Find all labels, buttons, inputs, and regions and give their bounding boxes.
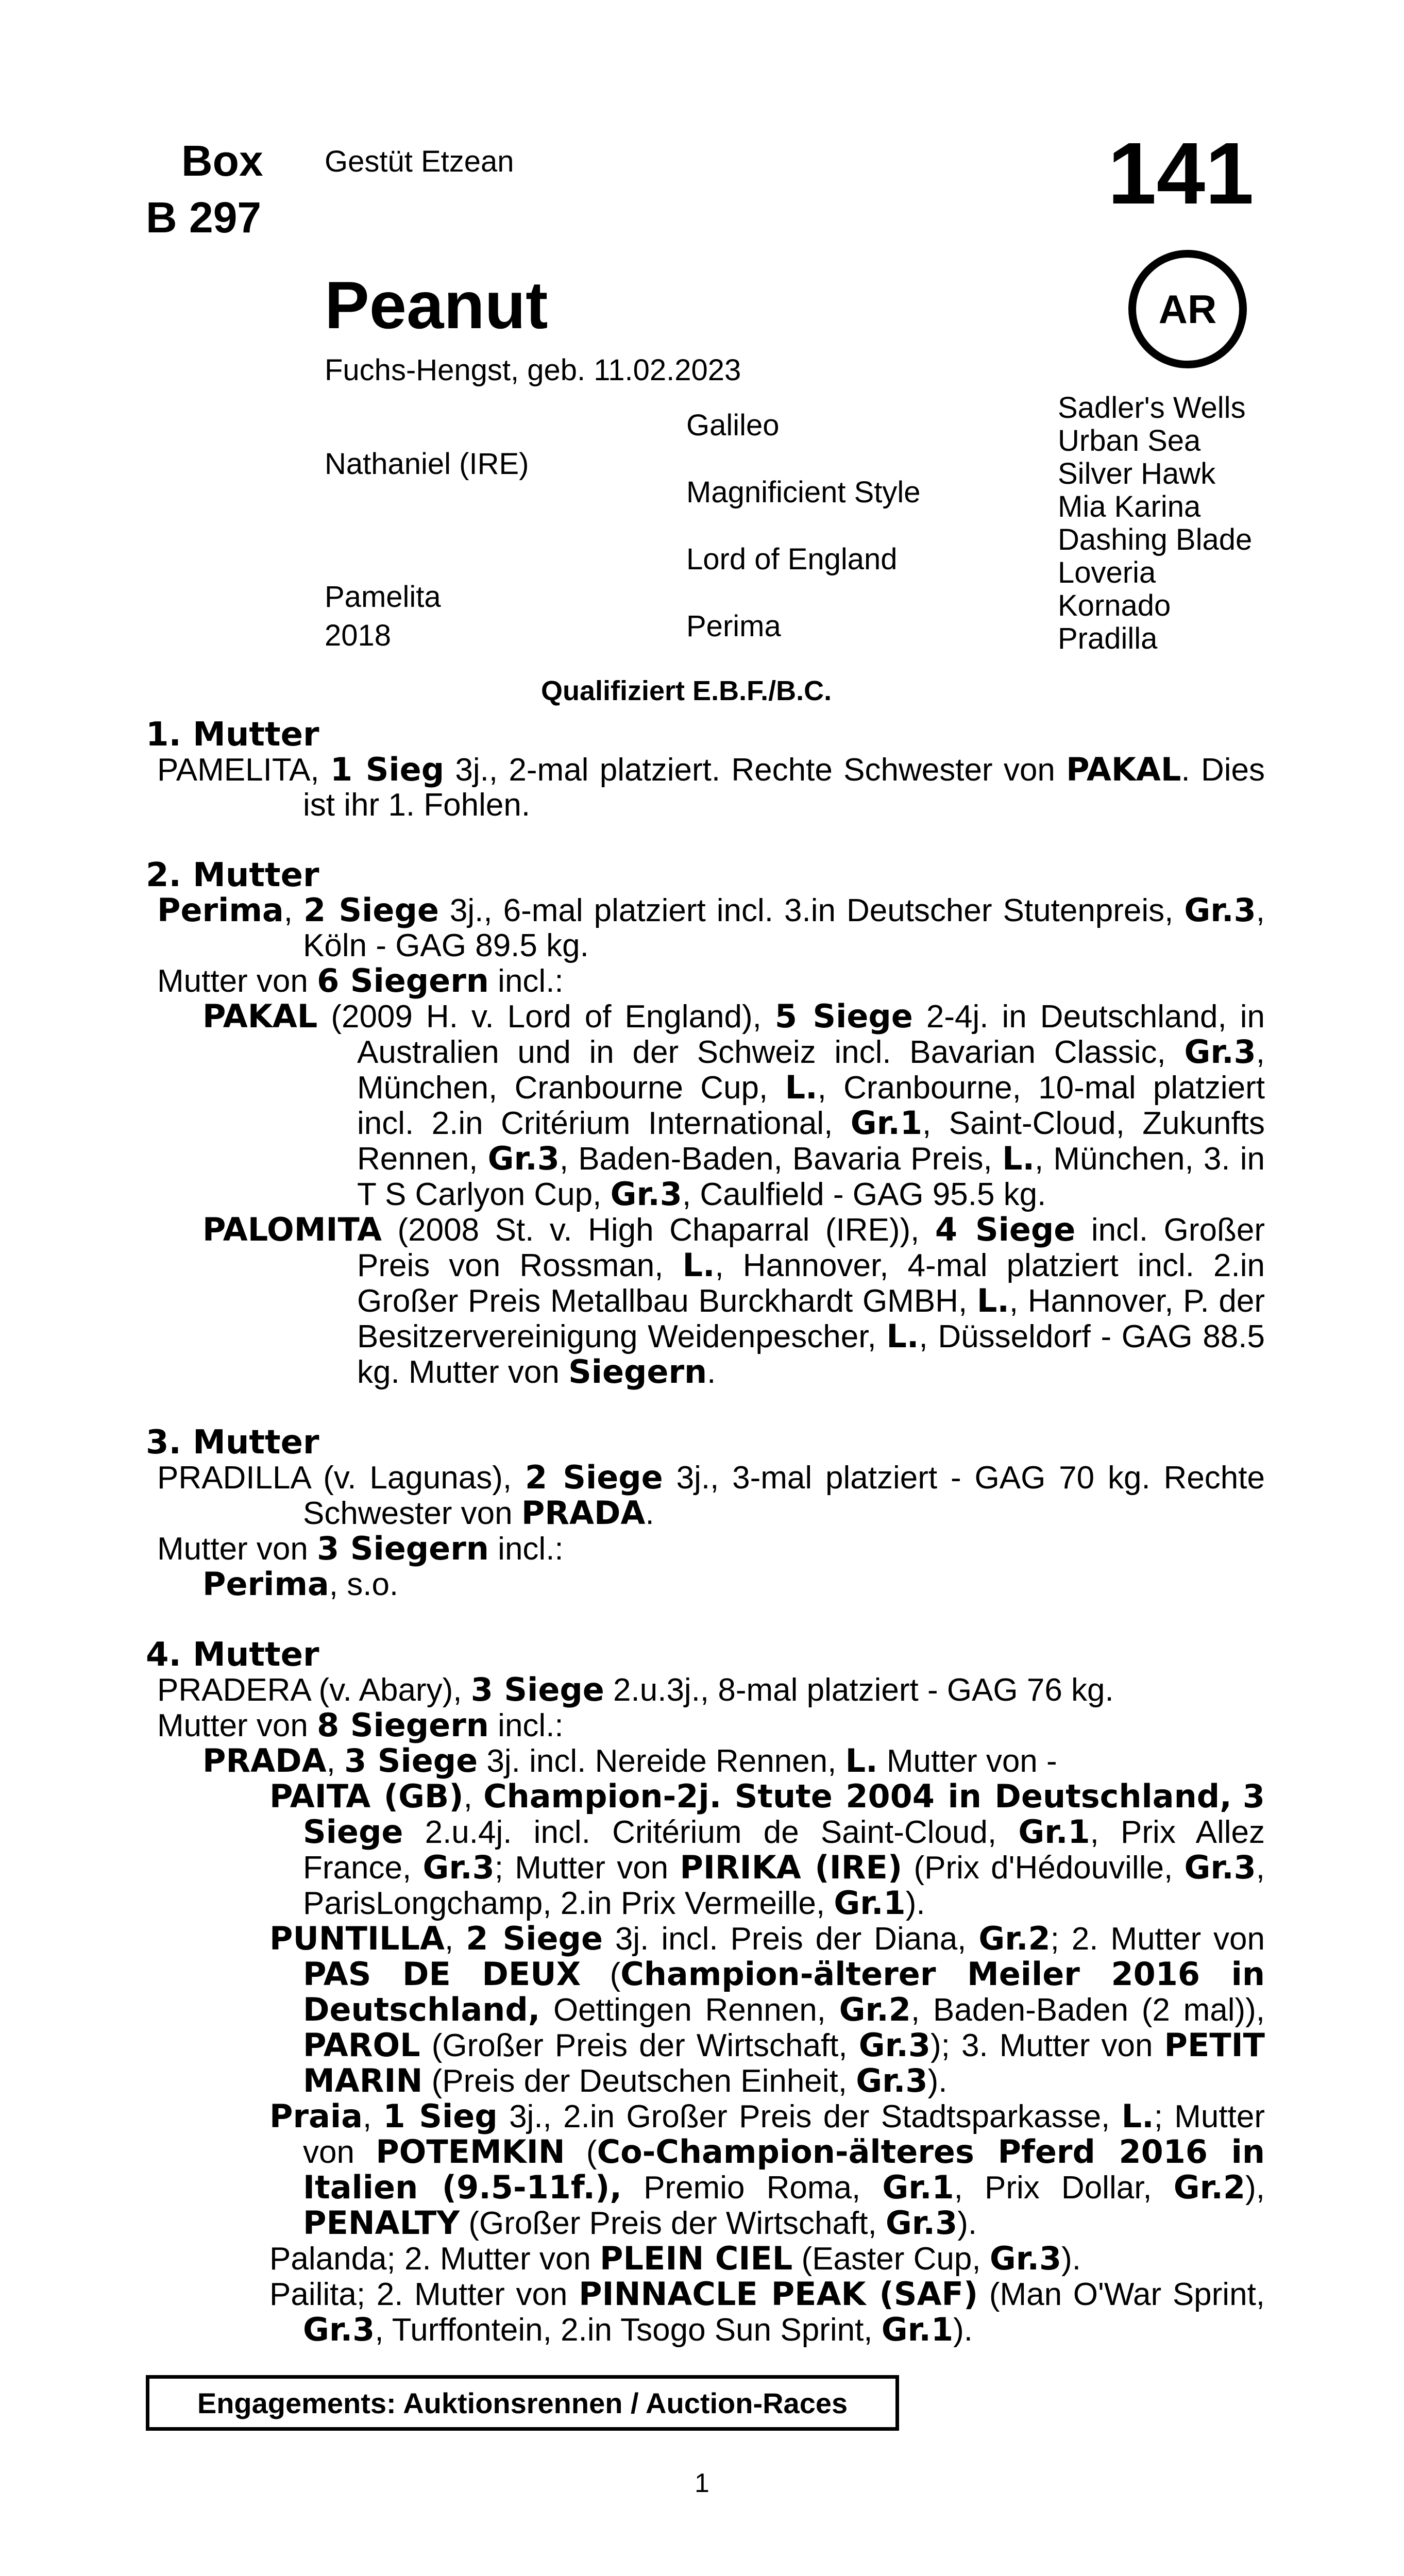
produce-entry: Perima, s.o.: [202, 1565, 399, 1603]
section-heading: 4. Mutter: [146, 1636, 319, 1674]
box-number: B 297: [146, 193, 262, 242]
page-number: 1: [695, 2468, 709, 2498]
produce-entry: PRADA, 3 Siege 3j. incl. Nereide Rennen, L. Mutter von -: [202, 1742, 1057, 1780]
pedigree-great-grandparent: Urban Sea: [1058, 424, 1201, 457]
pedigree-grandparent: Perima: [686, 609, 781, 643]
pedigree-great-grandparent: Loveria: [1058, 556, 1156, 589]
dam-produce-summary: Mutter von 8 Siegern incl.:: [157, 1706, 564, 1744]
produce-entry: Praia, 1 Sieg 3j., 2.in Großer Preis der Stadtsparkasse, L.; Mutter von POTEMKIN (Co-Champion-älteres Pferd 2016 in Italien (9.5-11f.), Premio Roma, Gr.1, Prix Dollar, Gr.2), PENALTY (Großer Preis der Wirtschaft, Gr.3).: [269, 2097, 1265, 2242]
pedigree-dam: Pamelita: [325, 580, 441, 614]
section-heading: 1. Mutter: [146, 716, 319, 754]
box-label: Box: [181, 137, 263, 185]
pedigree-sire: Nathaniel (IRE): [325, 447, 529, 481]
produce-entry: PALOMITA (2008 St. v. High Chaparral (IRE)), 4 Siege incl. Großer Preis von Rossman, L., Hannover, 4-mal platziert incl. 2.in Großer Preis Metallbau Burckhardt GMBH, L., Hannover, P. der Besitzervereinigung Weidenpescher, L., Düsseldorf - GAG 88.5 kg. Mutter von Siegern.: [202, 1211, 1265, 1391]
pedigree-grandparent: Magnificient Style: [686, 476, 921, 509]
pedigree-great-grandparent: Silver Hawk: [1058, 457, 1216, 490]
family-body: [146, 717, 1265, 2348]
qualification: Qualifiziert E.B.F./B.C.: [541, 675, 832, 706]
breeder: Gestüt Etzean: [325, 145, 514, 178]
lot-number: 141: [1108, 125, 1254, 223]
engagements-label: Engagements: Auktionsrennen / Auction-Races: [197, 2386, 848, 2419]
dam-produce-summary: Mutter von 6 Siegern incl.:: [157, 962, 564, 999]
produce-entry: Pailita; 2. Mutter von PINNACLE PEAK (SAF) (Man O'War Sprint, Gr.3, Turffontein, 2.in Tsogo Sun Sprint, Gr.1).: [269, 2275, 1265, 2348]
dam-entry: PRADERA (v. Abary), 3 Siege 2.u.3j., 8-mal platziert - GAG 76 kg.: [157, 1671, 1114, 1708]
pedigree-dam-year: 2018: [325, 619, 392, 652]
pedigree-great-grandparent: Mia Karina: [1058, 490, 1201, 523]
horse-name: Peanut: [325, 267, 548, 343]
dam-entry: Perima, 2 Siege 3j., 6-mal platziert incl. 3.in Deutscher Stutenpreis, Gr.3, Köln - GAG 89.5 kg.: [157, 891, 1265, 963]
section-heading: 3. Mutter: [146, 1423, 319, 1462]
pedigree-grandparent: Lord of England: [686, 543, 898, 576]
pedigree-great-grandparents: [1058, 392, 1252, 655]
pedigree-great-grandparent: Pradilla: [1058, 622, 1158, 655]
pedigree-great-grandparent: Sadler's Wells: [1058, 391, 1246, 425]
produce-entry: PAKAL (2009 H. v. Lord of England), 5 Siege 2-4j. in Deutschland, in Australien und in der Schweiz incl. Bavarian Classic, Gr.3, München, Cranbourne Cup, L., Cranbourne, 10-mal platziert incl. 2.in Critérium International, Gr.1, Saint-Cloud, Zukunfts Rennen, Gr.3, Baden-Baden, Bavaria Preis, L., München, 3. in T S Carlyon Cup, Gr.3, Caulfield - GAG 95.5 kg.: [202, 997, 1265, 1213]
pedigree-great-grandparent: Kornado: [1058, 589, 1171, 622]
ar-badge: [1128, 250, 1247, 368]
produce-entry: Palanda; 2. Mutter von PLEIN CIEL (Easter Cup, Gr.3).: [269, 2240, 1081, 2277]
produce-entry: PUNTILLA, 2 Siege 3j. incl. Preis der Diana, Gr.2; 2. Mutter von PAS DE DEUX (Champion-älterer Meiler 2016 in Deutschland, Oettingen Rennen, Gr.2, Baden-Baden (2 mal)), PAROL (Großer Preis der Wirtschaft, Gr.3); 3. Mutter von PETIT MARIN (Preis der Deutschen Einheit, Gr.3).: [269, 1920, 1265, 2099]
dam-entry: PAMELITA, 1 Sieg 3j., 2-mal platziert. Rechte Schwester von PAKAL. Dies ist ihr 1. Fohlen.: [157, 751, 1265, 823]
pedigree-grandparent: Galileo: [686, 409, 780, 442]
horse-description: Fuchs-Hengst, geb. 11.02.2023: [325, 353, 741, 387]
produce-entry: PAITA (GB), Champion-2j. Stute 2004 in Deutschland, 3 Siege 2.u.4j. incl. Critérium de Saint-Cloud, Gr.1, Prix Allez France, Gr.3; Mutter von PIRIKA (IRE) (Prix d'Hédouville, Gr.3, ParisLongchamp, 2.in Prix Vermeille, Gr.1).: [269, 1777, 1265, 1922]
pedigree-great-grandparent: Dashing Blade: [1058, 523, 1253, 556]
dam-entry: PRADILLA (v. Lagunas), 2 Siege 3j., 3-mal platziert - GAG 70 kg. Rechte Schwester von PRADA.: [157, 1459, 1265, 1532]
engagements-box: [146, 2375, 899, 2431]
section-heading: 2. Mutter: [146, 856, 319, 894]
dam-produce-summary: Mutter von 3 Siegern incl.:: [157, 1530, 564, 1567]
ar-badge-label: AR: [1158, 286, 1217, 332]
